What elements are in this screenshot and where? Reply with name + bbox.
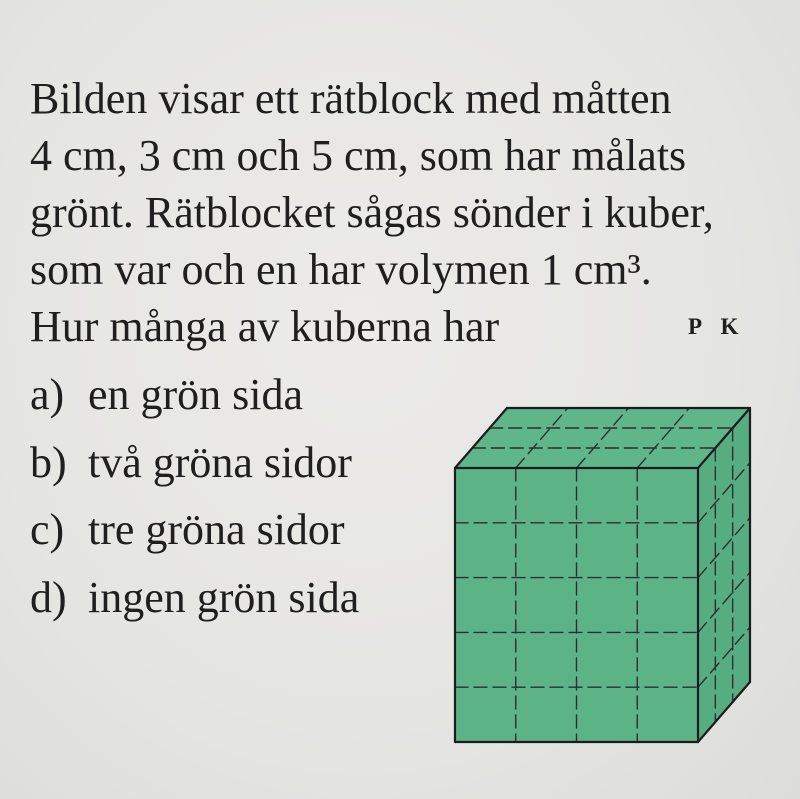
option-text: en grön sida [88, 370, 304, 419]
problem-line: Bilden visar ett rätblock med måtten [30, 74, 672, 123]
problem-line: grönt. Rätblocket sågas sönder i kuber, [30, 188, 714, 237]
option-label: c) [30, 505, 65, 554]
problem-line: Hur många av kuberna har [30, 302, 500, 351]
competence-marker: P K [688, 314, 746, 339]
cuboid-figure [440, 395, 770, 760]
option-a [30, 361, 359, 429]
problem-line: som var och en har volymen 1 cm³. [30, 245, 652, 294]
option-text: tre gröna sidor [88, 505, 345, 554]
option-b [30, 429, 359, 497]
option-text: två gröna sidor [88, 437, 352, 487]
option-label: d) [30, 572, 67, 622]
answer-options [30, 361, 359, 631]
option-label: b) [30, 437, 67, 487]
option-text: ingen grön sida [88, 572, 360, 622]
option-label: a) [30, 370, 65, 419]
option-c [30, 496, 359, 564]
option-d [30, 564, 359, 632]
problem-line: 4 cm, 3 cm och 5 cm, som har målats [30, 131, 687, 180]
problem-statement [30, 70, 714, 355]
